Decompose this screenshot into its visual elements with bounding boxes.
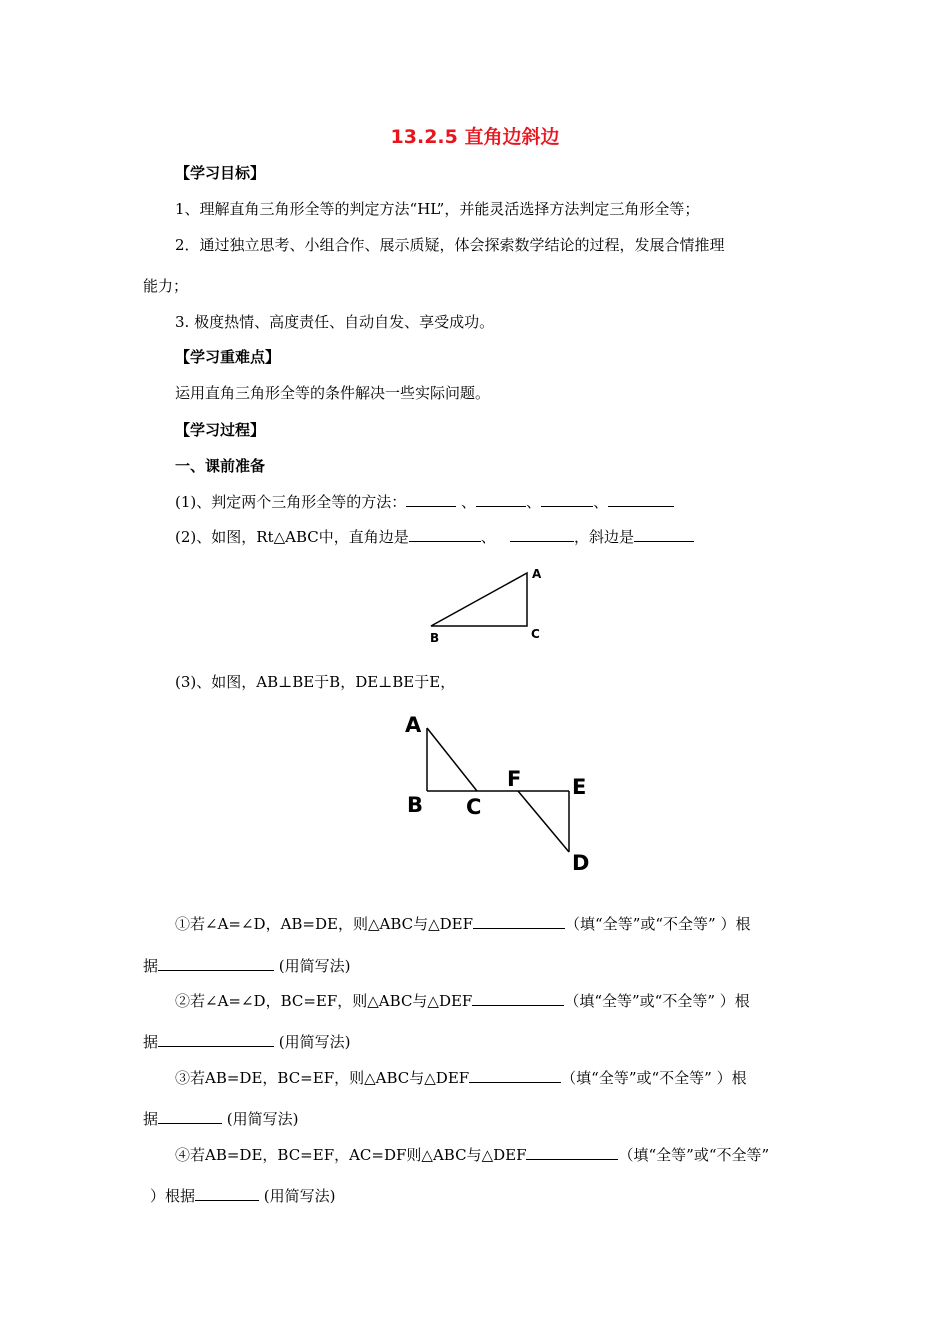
objective-1: 1、理解直角三角形全等的判定方法“HL”，并能灵活选择方法判定三角形全等； xyxy=(175,200,700,218)
separator: 、 xyxy=(526,493,542,511)
answer-blank[interactable] xyxy=(510,527,574,542)
document-title: 13.2.5 直角边斜边 xyxy=(390,126,560,148)
answer-blank[interactable] xyxy=(476,492,526,507)
answer-blank[interactable] xyxy=(158,1109,222,1124)
answer-blank[interactable] xyxy=(158,956,274,971)
question-3: (3)、如图，AB⊥BE于B，DE⊥BE于E， xyxy=(175,673,456,691)
subquestion-1-basis: 据 xyxy=(143,957,159,975)
key-points-heading: 【学习重难点】 xyxy=(175,348,281,366)
subquestion-4-note: (用简写法) xyxy=(263,1187,336,1205)
subquestion-4-cont xyxy=(150,1186,336,1206)
triangle-abc xyxy=(431,573,527,626)
vertex-b-label: B xyxy=(430,631,440,645)
subquestion-4-basis: ）根据 xyxy=(150,1187,196,1205)
vertex-f-label: F xyxy=(507,767,522,791)
vertex-e-label: E xyxy=(572,775,587,799)
answer-blank[interactable] xyxy=(634,527,694,542)
subquestion-3-cont xyxy=(143,1109,299,1129)
objective-2-cont: 能力； xyxy=(143,277,189,295)
section-1-heading: 一、课前准备 xyxy=(175,457,266,475)
question-2 xyxy=(175,527,694,547)
separator: 、 xyxy=(593,493,609,511)
subquestion-2-cont xyxy=(143,1032,351,1052)
answer-blank[interactable] xyxy=(541,492,593,507)
subquestion-3-note: (用简写法) xyxy=(226,1110,299,1128)
figure-two-triangles xyxy=(400,700,600,880)
answer-blank[interactable] xyxy=(469,1068,561,1083)
key-points-text: 运用直角三角形全等的条件解决一些实际问题。 xyxy=(175,384,491,402)
question-2-text: (2)、如图，Rt△ABC中，直角边是 xyxy=(175,528,409,546)
separator: 、 xyxy=(461,493,477,511)
subquestion-3 xyxy=(175,1068,747,1088)
answer-blank[interactable] xyxy=(158,1032,274,1047)
vertex-b-label: B xyxy=(407,793,424,817)
question-2-text-cont: ，斜边是 xyxy=(574,528,635,546)
answer-blank[interactable] xyxy=(406,492,456,507)
answer-blank[interactable] xyxy=(473,914,565,929)
subquestion-2-hint: （填“全等”或“不全等” ）根 xyxy=(564,992,750,1010)
vertex-a-label: A xyxy=(532,567,542,581)
subquestion-4 xyxy=(175,1145,769,1165)
process-heading: 【学习过程】 xyxy=(175,421,266,439)
answer-blank[interactable] xyxy=(409,527,481,542)
answer-blank[interactable] xyxy=(526,1145,618,1160)
subquestion-3-basis: 据 xyxy=(143,1110,159,1128)
subquestion-3-text: ③若AB=DE，BC=EF，则△ABC与△DEF xyxy=(175,1069,470,1087)
question-1-text: (1)、判定两个三角形全等的方法： xyxy=(175,493,407,511)
separator: 、 xyxy=(480,528,496,546)
vertex-c-label: C xyxy=(466,795,482,819)
vertex-a-label: A xyxy=(405,713,422,737)
subquestion-1-text: ①若∠A=∠D，AB=DE，则△ABC与△DEF xyxy=(175,915,474,933)
subquestion-1-cont xyxy=(143,956,351,976)
subquestion-4-hint: （填“全等”或“不全等” xyxy=(618,1146,770,1164)
vertex-c-label: C xyxy=(531,627,540,641)
subquestion-2 xyxy=(175,991,750,1011)
vertex-d-label: D xyxy=(572,851,590,875)
answer-blank[interactable] xyxy=(195,1186,259,1201)
objectives-heading: 【学习目标】 xyxy=(175,164,266,182)
subquestion-1 xyxy=(175,914,750,934)
segment-ac xyxy=(427,728,477,791)
objective-2: 2．通过独立思考、小组合作、展示质疑，体会探索数学结论的过程，发展合情推理 xyxy=(175,236,725,254)
subquestion-2-note: (用简写法) xyxy=(278,1033,351,1051)
question-1 xyxy=(175,492,674,512)
segment-fd xyxy=(518,791,569,852)
subquestion-2-text: ②若∠A=∠D，BC=EF，则△ABC与△DEF xyxy=(175,992,473,1010)
subquestion-1-note: (用简写法) xyxy=(278,957,351,975)
figure-right-triangle xyxy=(420,560,560,650)
subquestion-3-hint: （填“全等”或“不全等” ）根 xyxy=(561,1069,747,1087)
subquestion-4-text: ④若AB=DE，BC=EF，AC=DF则△ABC与△DEF xyxy=(175,1146,527,1164)
subquestion-2-basis: 据 xyxy=(143,1033,159,1051)
answer-blank[interactable] xyxy=(608,492,674,507)
subquestion-1-hint: （填“全等”或“不全等” ）根 xyxy=(565,915,751,933)
objective-3: 3. 极度热情、高度责任、自动自发、享受成功。 xyxy=(175,313,495,331)
answer-blank[interactable] xyxy=(472,991,564,1006)
